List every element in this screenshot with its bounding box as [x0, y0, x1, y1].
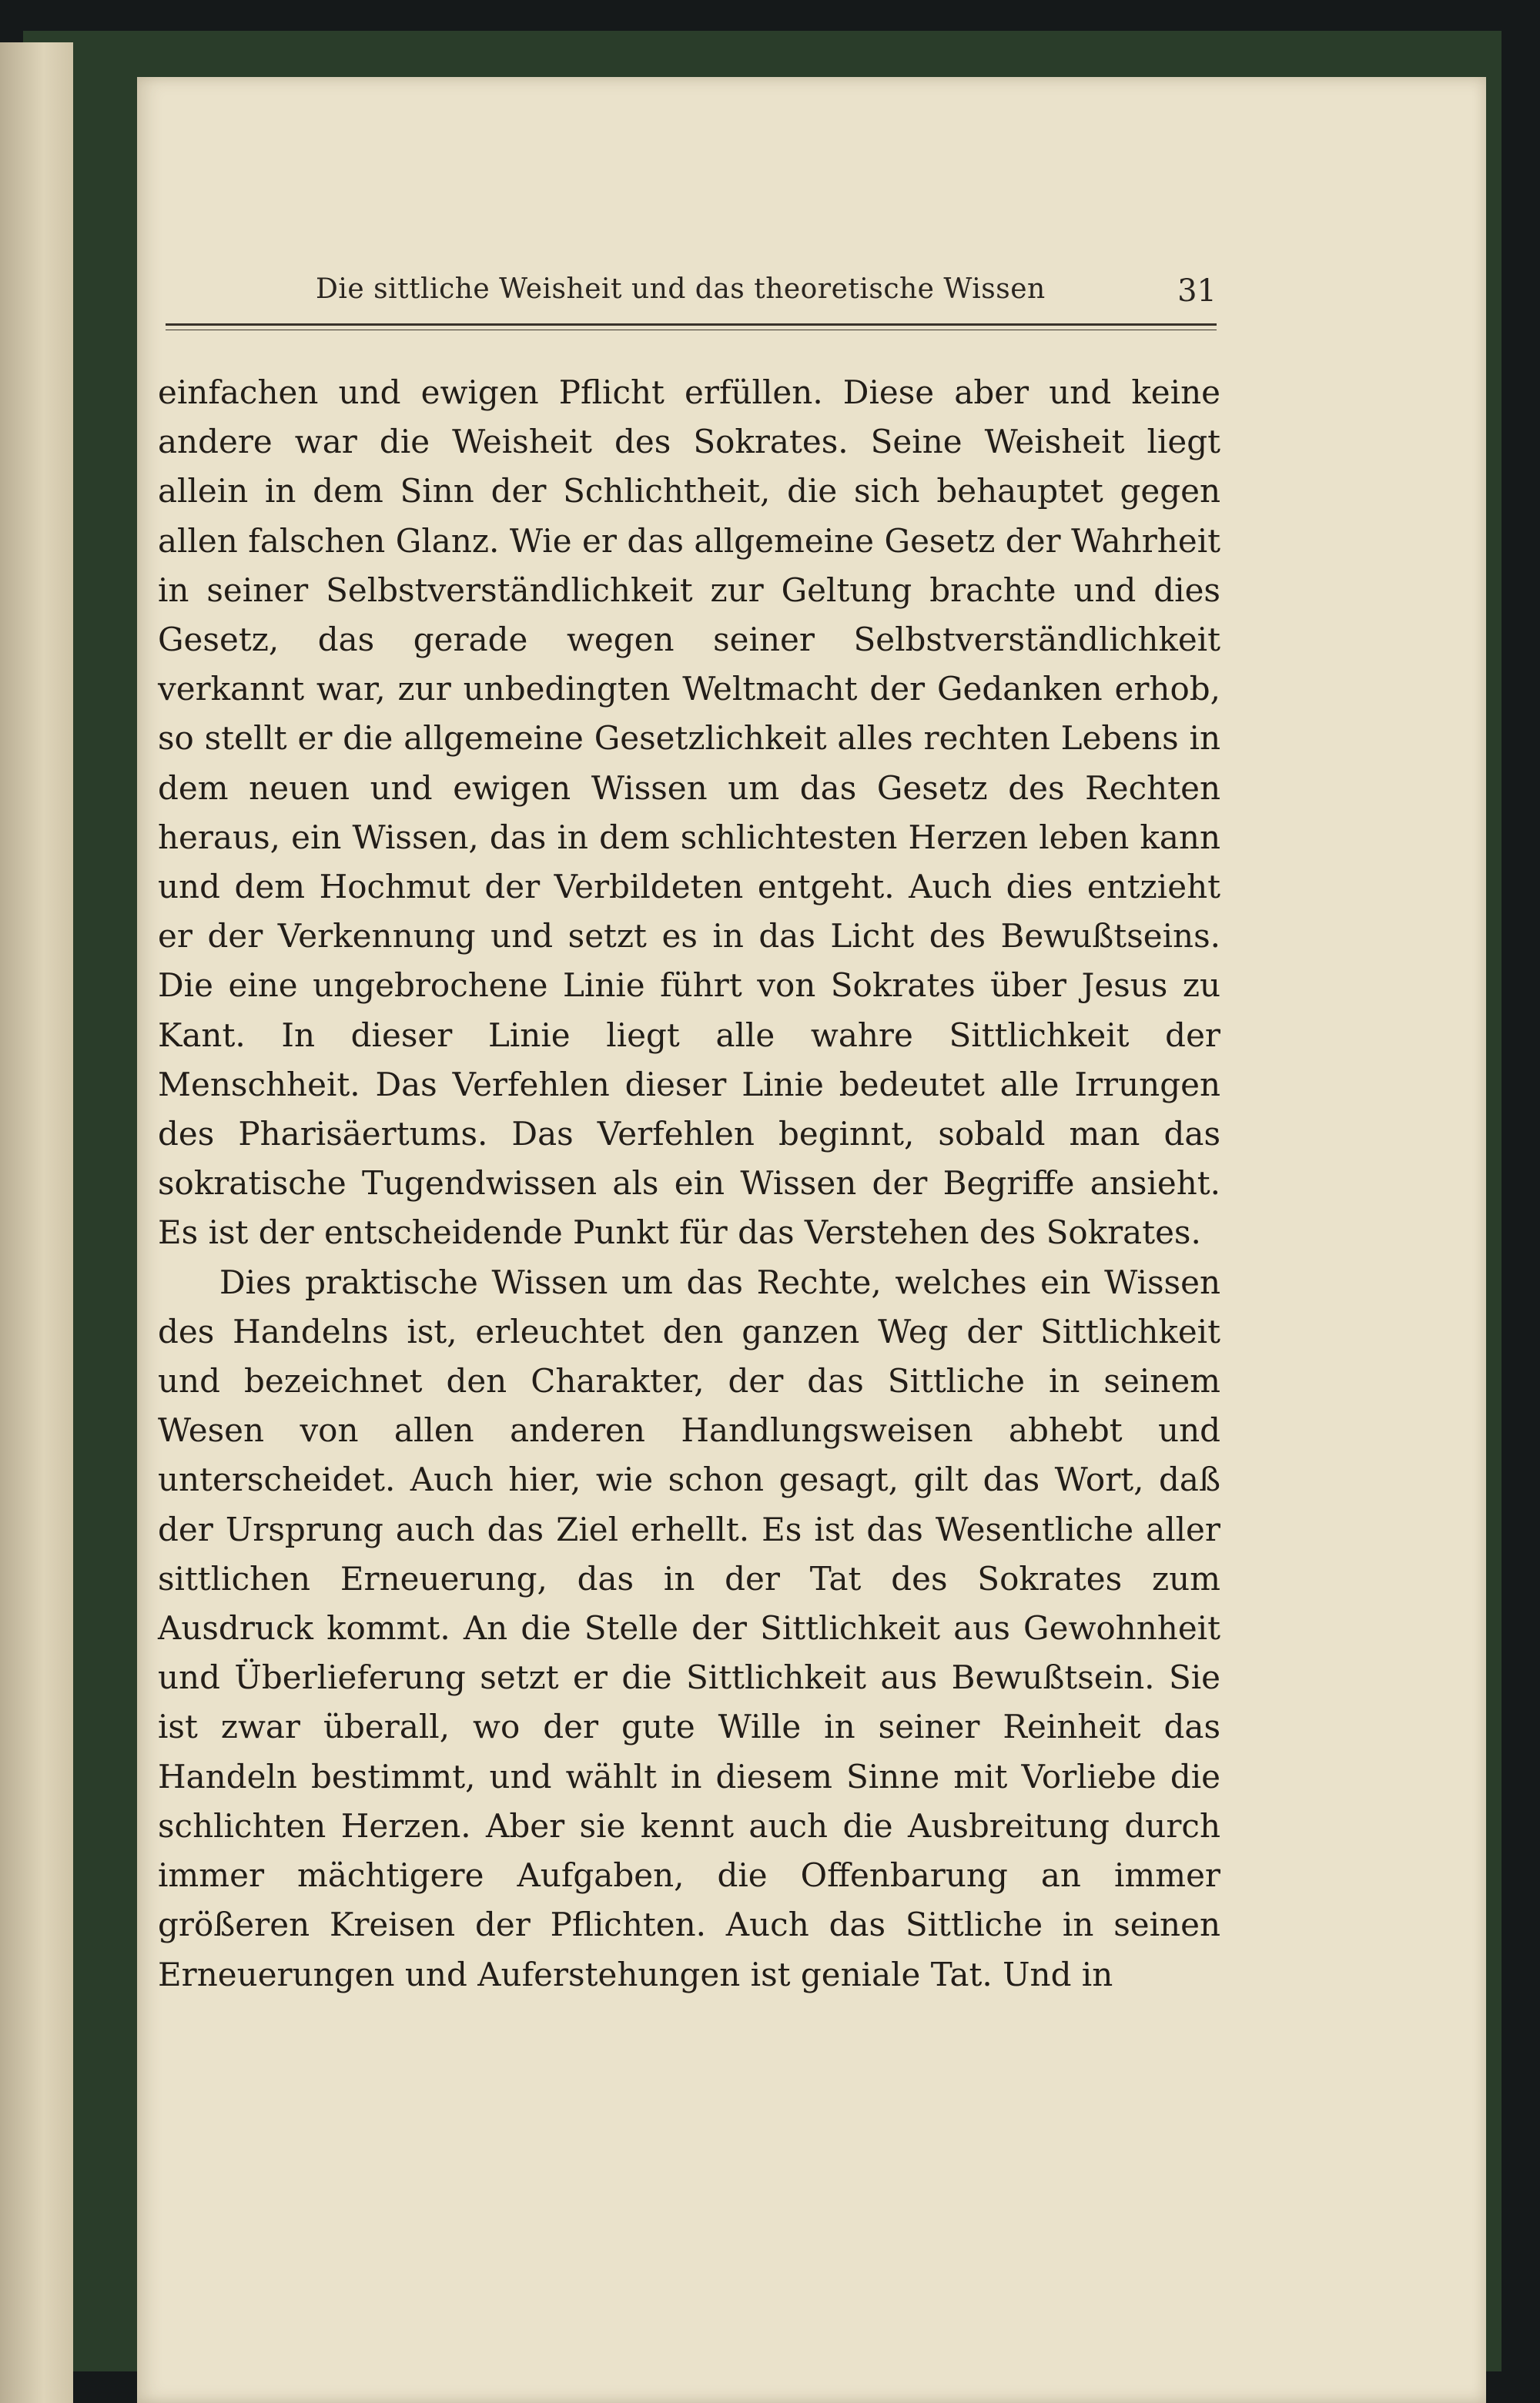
paragraph: einfachen und ewigen Pflicht erfüllen. Diese aber und keine andere war die Weisheit des Sokrates. Seine Weisheit liegt allein in dem Sinn der Schlichtheit, die sich behauptet gegen allen falschen Glanz. Wie er das allgemeine Gesetz der Wahrheit in seiner Selbstverständlichkeit zur Geltung brachte und dies Gesetz, das gerade wegen seiner Selbstverständlichkeit verkannt war, zur unbedingten Weltmacht der Gedanken erhob, so stellt er die allgemeine Gesetzlichkeit alles rechten Lebens in dem neuen und ewigen Wissen um das Gesetz des Rechten heraus, ein Wissen, das in dem schlichtesten Herzen leben kann und dem Hochmut der Verbildeten entgeht. Auch dies entzieht er der Verkennung und setzt es in das Licht des Bewußtseins. Die eine ungebrochene Linie führt von Sokrates über Jesus zu Kant. In dieser Linie liegt alle wahre Sittlichkeit der Menschheit. Das Verfehlen dieser Linie bedeutet alle Irrungen des Pharisäertums. Das Verfehlen beginnt, sobald man das sokratische Tugendwissen als ein Wissen der Begriffe ansieht. Es ist der entscheidende Punkt für das Verstehen des Sokrates.: [158, 373, 1220, 1252]
header-rule: [166, 323, 1217, 326]
previous-page-edge: [0, 42, 73, 2403]
running-header: [293, 273, 1217, 320]
body-text: [158, 368, 1220, 2000]
running-title: Die sittliche Weisheit und das theoretische Wissen: [316, 273, 1046, 305]
page-number: 31: [1177, 273, 1217, 309]
paragraph: Dies praktische Wissen um das Rechte, welches ein Wissen des Handelns ist, erleuchtet den ganzen Weg der Sittlichkeit und bezeichnet den Charakter, der das Sittliche in seinem Wesen von allen anderen Handlungsweisen abhebt und unterscheidet. Auch hier, wie schon gesagt, gilt das Wort, daß der Ursprung auch das Ziel erhellt. Es ist das Wesentliche aller sittlichen Erneuerung, das in der Tat des Sokrates zum Ausdruck kommt. An die Stelle der Sittlichkeit aus Gewohnheit und Überlieferung setzt er die Sittlichkeit aus Bewußtsein. Sie ist zwar überall, wo der gute Wille in seiner Reinheit das Handeln bestimmt, und wählt in diesem Sinne mit Vorliebe die schlichten Herzen. Aber sie kennt auch die Ausbreitung durch immer mächtigere Aufgaben, die Offenbarung an immer größeren Kreisen der Pflichten. Auch das Sittliche in seinen Erneuerungen und Auferstehungen ist geniale Tat. Und in: [158, 1263, 1220, 1993]
